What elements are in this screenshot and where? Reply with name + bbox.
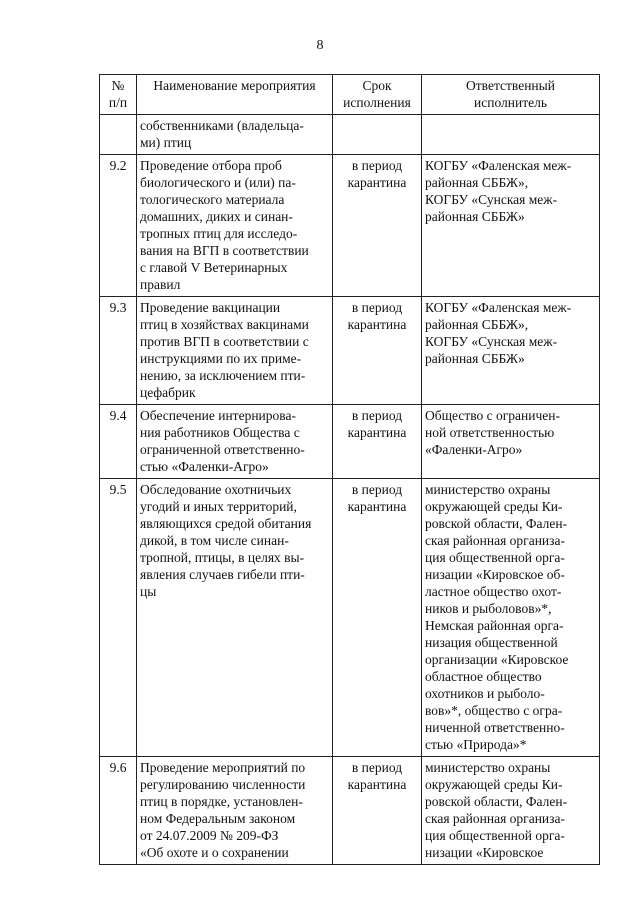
cell-line: стью «Природа»* xyxy=(425,737,527,752)
cell-line: явления случаев гибели пти- xyxy=(140,567,305,582)
cell-line: ская районная организа- xyxy=(425,811,565,826)
cell-line: п/п xyxy=(108,95,128,110)
cell-line: ников и рыболовов»*, xyxy=(425,601,552,616)
cell-line: «Об охоте и о сохранении xyxy=(140,845,289,860)
cell-line: № xyxy=(111,78,125,93)
cell-line: ровской области, Фален- xyxy=(425,794,568,809)
page-number: 8 xyxy=(316,38,324,53)
cell-line: в период xyxy=(351,482,403,497)
row-number: 9.3 xyxy=(100,297,137,405)
cell-line: тологического материала xyxy=(140,192,285,207)
cell-line: тропных птиц для исследо- xyxy=(140,226,298,241)
header-term xyxy=(333,75,422,115)
row-responsible xyxy=(422,757,600,865)
cell-line: низация общественной xyxy=(425,635,558,650)
cell-line: тропной, птицы, в целях вы- xyxy=(140,550,305,565)
row-name xyxy=(137,757,333,865)
cell-line: ция общественной орга- xyxy=(425,550,565,565)
cell-line: ния работников Общества с xyxy=(140,425,300,440)
cell-line: КОГБУ «Фаленская меж- xyxy=(425,300,572,315)
cell-line: в период xyxy=(351,408,403,423)
cell-line: от 24.07.2009 № 209-ФЗ xyxy=(140,828,279,843)
cell-line: Немская районная орга- xyxy=(425,618,564,633)
row-responsible xyxy=(422,405,600,479)
cell-line: птиц в хозяйствах вакцинами xyxy=(140,317,309,332)
cell-line: низации «Кировское xyxy=(425,845,544,860)
row-number: 9.2 xyxy=(100,155,137,297)
cell-line: вания на ВГП в соответствии xyxy=(140,243,309,258)
cell-line: КОГБУ «Сунская меж- xyxy=(425,334,558,349)
cell-line: ровской области, Фален- xyxy=(425,516,568,531)
cell-line: в период xyxy=(351,158,403,173)
cell-line: районная СББЖ», xyxy=(425,175,529,190)
row-name xyxy=(137,405,333,479)
cell-line: ограниченной ответственно- xyxy=(140,442,305,457)
cell-line: низации «Кировское об- xyxy=(425,567,565,582)
cell-line: Проведение мероприятий по xyxy=(140,760,306,775)
cell-line: вов»*, общество с огра- xyxy=(425,703,563,718)
cell-line: районная СББЖ» xyxy=(425,351,525,366)
cell-line: регулированию численности xyxy=(140,777,306,792)
cell-line: районная СББЖ» xyxy=(425,209,525,224)
row-number xyxy=(100,115,137,155)
row-responsible xyxy=(422,115,600,155)
cell-line: инструкциями по их приме- xyxy=(140,351,302,366)
cell-line: Проведение вакцинации xyxy=(140,300,281,315)
header-number xyxy=(100,75,137,115)
cell-line: районная СББЖ», xyxy=(425,317,529,332)
cell-line: угодий и иных территорий, xyxy=(140,499,297,514)
cell-line: цефабрик xyxy=(140,385,196,400)
table-row xyxy=(100,115,600,155)
table-row xyxy=(100,479,600,757)
row-responsible xyxy=(422,479,600,757)
cell-line: цы xyxy=(140,584,157,599)
cell-line: карантина xyxy=(347,317,407,332)
table-row xyxy=(100,757,600,865)
cell-line: стью «Фаленки-Агро» xyxy=(140,459,269,474)
cell-line: с главой V Ветеринарных xyxy=(140,260,288,275)
cell-line: карантина xyxy=(347,777,407,792)
cell-line: Обследование охотничьих xyxy=(140,482,292,497)
cell-line: карантина xyxy=(347,499,407,514)
row-term xyxy=(333,115,422,155)
cell-line: в период xyxy=(351,300,403,315)
cell-line: охотников и рыболо- xyxy=(425,686,545,701)
header-name xyxy=(137,75,333,115)
cell-line: КОГБУ «Фаленская меж- xyxy=(425,158,572,173)
table-row xyxy=(100,155,600,297)
cell-line: против ВГП в соответствии с xyxy=(140,334,309,349)
table-header-row xyxy=(100,75,600,115)
row-responsible xyxy=(422,155,600,297)
cell-line: организации «Кировское xyxy=(425,652,569,667)
cell-line: дикой, в том числе синан- xyxy=(140,533,289,548)
cell-line: ми) птиц xyxy=(140,135,192,150)
cell-line: в период xyxy=(351,760,403,775)
cell-line: ция общественной орга- xyxy=(425,828,565,843)
row-name xyxy=(137,297,333,405)
cell-line: «Фаленки-Агро» xyxy=(425,442,523,457)
row-name xyxy=(137,479,333,757)
row-term xyxy=(333,479,422,757)
cell-line: домашних, диких и синан- xyxy=(140,209,293,224)
row-term xyxy=(333,405,422,479)
cell-line: ская районная организа- xyxy=(425,533,565,548)
row-term xyxy=(333,155,422,297)
cell-line: областное общество xyxy=(425,669,542,684)
cell-line: окружающей среды Ки- xyxy=(425,499,563,514)
cell-line: окружающей среды Ки- xyxy=(425,777,563,792)
cell-line: являющихся средой обитания xyxy=(140,516,312,531)
cell-line: птиц в порядке, установлен- xyxy=(140,794,303,809)
row-name xyxy=(137,155,333,297)
cell-line: ной ответственностью xyxy=(425,425,555,440)
row-name xyxy=(137,115,333,155)
cell-line: биологического и (или) па- xyxy=(140,175,296,190)
measures-table xyxy=(99,74,600,865)
cell-line: исполнения xyxy=(343,95,411,110)
row-term xyxy=(333,297,422,405)
cell-line: ном Федеральным законом xyxy=(140,811,296,826)
cell-line: Обеспечение интернирова- xyxy=(140,408,296,423)
cell-line: ниченной ответственно- xyxy=(425,720,565,735)
cell-line: Ответственный xyxy=(466,78,555,93)
cell-line: Общество с ограничен- xyxy=(425,408,560,423)
cell-line: нению, за исключением пти- xyxy=(140,368,306,383)
cell-line: Срок xyxy=(362,78,392,93)
table-row xyxy=(100,297,600,405)
table-row xyxy=(100,405,600,479)
header-responsible xyxy=(422,75,600,115)
cell-line: исполнитель xyxy=(474,95,547,110)
cell-line: КОГБУ «Сунская меж- xyxy=(425,192,558,207)
row-number: 9.4 xyxy=(100,405,137,479)
row-number: 9.5 xyxy=(100,479,137,757)
cell-line: Проведение отбора проб xyxy=(140,158,282,173)
cell-line: правил xyxy=(140,277,181,292)
cell-line: Наименование мероприятия xyxy=(153,78,316,93)
cell-line: карантина xyxy=(347,175,407,190)
cell-line: собственниками (владельца- xyxy=(140,118,304,133)
row-responsible xyxy=(422,297,600,405)
row-number: 9.6 xyxy=(100,757,137,865)
cell-line: министерство охраны xyxy=(425,482,551,497)
cell-line: министерство охраны xyxy=(425,760,551,775)
cell-line: ластное общество охот- xyxy=(425,584,562,599)
row-term xyxy=(333,757,422,865)
cell-line: карантина xyxy=(347,425,407,440)
